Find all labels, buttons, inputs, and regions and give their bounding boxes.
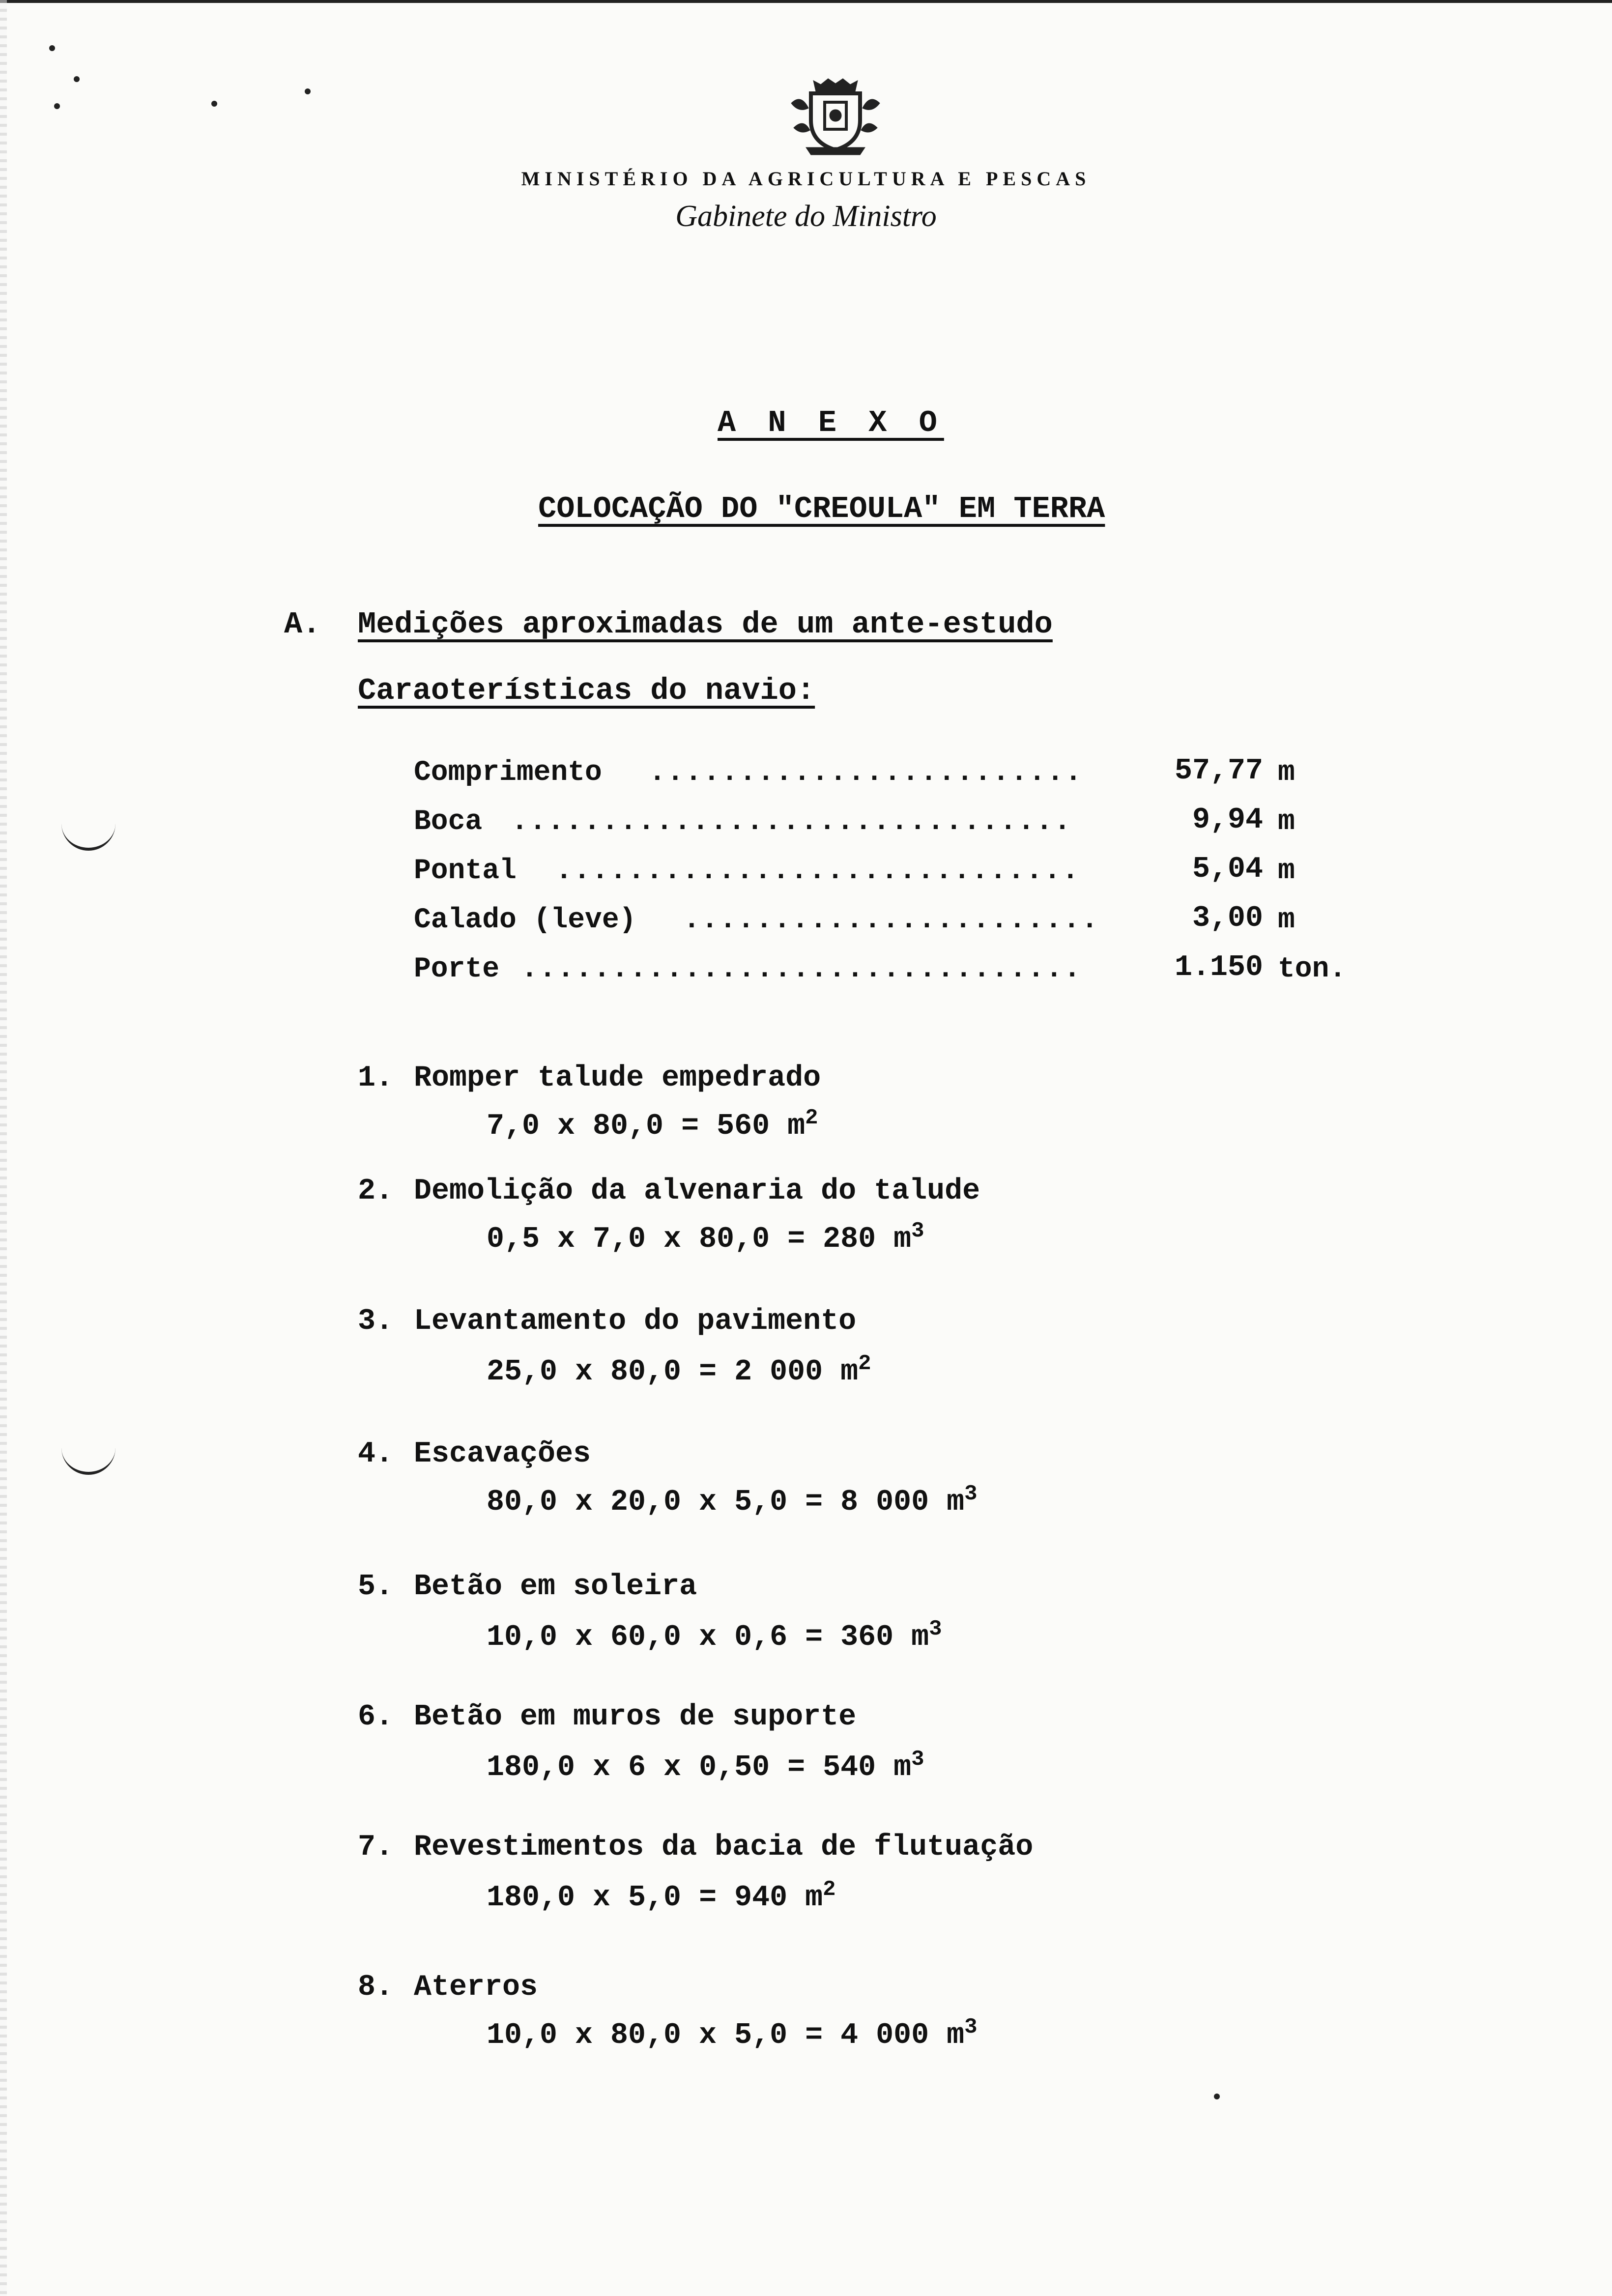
spec-unit: ton. bbox=[1278, 953, 1347, 985]
item-number: 8. bbox=[358, 1971, 394, 2004]
spec-value: 1.150 bbox=[1174, 951, 1263, 984]
ministry-name: MINISTÉRIO DA AGRICULTURA E PESCAS bbox=[521, 168, 1091, 190]
leader-dots: ............................. bbox=[555, 855, 1080, 887]
item-title: Revestimentos da bacia de flutuação bbox=[414, 1831, 1034, 1864]
item-number: 4. bbox=[358, 1437, 394, 1471]
cabinet-name: Gabinete do Ministro bbox=[675, 200, 937, 233]
item-title: Romper talude empedrado bbox=[414, 1062, 821, 1095]
item-formula: 0,5 x 7,0 x 80,0 = 280 $m^3$ bbox=[487, 1219, 924, 1256]
section-heading: Medições aproximadas de um ante-estudo bbox=[358, 607, 1053, 642]
spec-unit: m bbox=[1278, 806, 1295, 838]
leader-dots: ....................... bbox=[683, 904, 1099, 936]
spec-label: Comprimento bbox=[414, 757, 602, 789]
page-left-edge bbox=[0, 0, 7, 2296]
document-title: COLOCAÇÃO DO "CREOULA" EM TERRA bbox=[538, 491, 1105, 526]
section-letter: A. bbox=[284, 607, 321, 642]
item-formula: 10,0 x 60,0 x 0,6 = 360 $m^3$ bbox=[487, 1617, 942, 1654]
coat-of-arms-icon bbox=[781, 74, 890, 157]
spec-unit: m bbox=[1278, 904, 1295, 936]
punch-hole-mark bbox=[61, 818, 115, 851]
item-title: Betão em soleira bbox=[414, 1570, 697, 1604]
item-title: Escavações bbox=[414, 1437, 591, 1471]
scan-speck bbox=[211, 101, 217, 107]
item-formula: 180,0 x 6 x 0,50 = 540 $m^3$ bbox=[487, 1747, 924, 1784]
spec-value: 9,94 bbox=[1192, 804, 1263, 837]
page-top-edge bbox=[0, 0, 1612, 3]
item-formula: 25,0 x 80,0 = 2 000 $m^2$ bbox=[487, 1351, 871, 1389]
item-number: 7. bbox=[358, 1831, 394, 1864]
spec-label: Boca bbox=[414, 806, 483, 838]
item-formula: 10,0 x 80,0 x 5,0 = 4 000 $m^3$ bbox=[487, 2015, 978, 2052]
characteristics-heading: Caraoterísticas do navio: bbox=[358, 673, 815, 708]
item-title: Betão em muros de suporte bbox=[414, 1700, 857, 1734]
spec-label: Calado (leve) bbox=[414, 904, 636, 936]
spec-unit: m bbox=[1278, 757, 1295, 789]
scan-speck bbox=[1214, 2094, 1220, 2099]
spec-value: 5,04 bbox=[1192, 853, 1263, 886]
item-formula: 80,0 x 20,0 x 5,0 = 8 000 $m^3$ bbox=[487, 1482, 978, 1519]
annex-title: A N E X O bbox=[718, 405, 944, 440]
item-number: 5. bbox=[358, 1570, 394, 1604]
leader-dots: ........................ bbox=[649, 757, 1083, 789]
item-number: 2. bbox=[358, 1175, 394, 1208]
item-title: Demolição da alvenaria do talude bbox=[414, 1175, 980, 1208]
item-formula: 180,0 x 5,0 = 940 $m^2$ bbox=[487, 1877, 836, 1915]
scan-speck bbox=[74, 76, 80, 82]
spec-label: Porte bbox=[414, 953, 500, 985]
item-title: Levantamento do pavimento bbox=[414, 1305, 857, 1338]
item-number: 6. bbox=[358, 1700, 394, 1734]
spec-value: 3,00 bbox=[1192, 902, 1263, 935]
spec-label: Pontal bbox=[414, 855, 517, 887]
scan-speck bbox=[49, 45, 55, 51]
leader-dots: ............................... bbox=[521, 953, 1082, 985]
scan-speck bbox=[54, 103, 60, 109]
item-formula: 7,0 x 80,0 = 560 $m^2$ bbox=[487, 1106, 818, 1143]
scan-speck bbox=[305, 88, 311, 94]
spec-value: 57,77 bbox=[1174, 754, 1263, 788]
spec-unit: m bbox=[1278, 855, 1295, 887]
item-number: 3. bbox=[358, 1305, 394, 1338]
item-title: Aterros bbox=[414, 1971, 538, 2004]
item-number: 1. bbox=[358, 1062, 394, 1095]
leader-dots: ............................... bbox=[511, 806, 1072, 838]
punch-hole-mark bbox=[61, 1442, 115, 1475]
